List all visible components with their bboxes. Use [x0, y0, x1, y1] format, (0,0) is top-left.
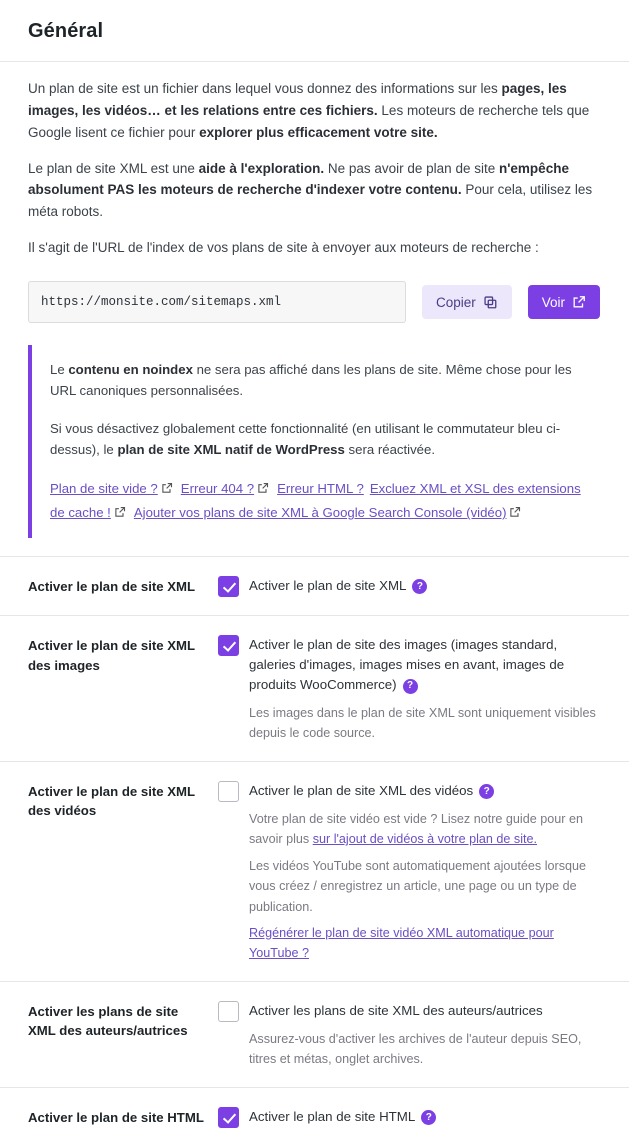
checkbox-label-text: Activer le plan de site des images (images standard, galeries d'images, images mises en avant, images de produits WooCommerce) [249, 637, 565, 693]
setting-label: Activer le plan de site XML des vidéos [28, 783, 195, 819]
noindex-notice [28, 345, 601, 538]
copy-button-label: Copier [436, 294, 476, 310]
intro-p2-a: Le plan de site XML est une [28, 160, 199, 176]
notice-p2-c: sera réactivée. [344, 442, 436, 458]
intro-paragraph-3: Il s'agit de l'URL de l'index de vos plans de site à envoyer aux moteurs de recherche : [28, 240, 539, 256]
intro-p1-a: Un plan de site est un fichier dans lequel vous donnez des informations sur les [28, 81, 502, 96]
setting-label: Activer le plan de site XML des images [28, 638, 195, 673]
checkbox-label [249, 780, 494, 801]
checkbox-xml-sitemap[interactable] [218, 576, 239, 597]
checkbox-line [218, 1106, 601, 1128]
setting-row-html-sitemap [0, 1087, 629, 1146]
view-button-label: Voir [541, 294, 566, 310]
intro-p2-b: aide à l'exploration. [198, 160, 325, 176]
notice-p2-b: plan de site XML natif de WordPress [117, 442, 345, 458]
setting-field [218, 1000, 601, 1069]
checkbox-line [218, 1000, 601, 1022]
checkbox-html-sitemap[interactable] [218, 1107, 239, 1128]
notice-link-cache-exclude[interactable]: Excluez XML et XSL des extensions de cache ! [50, 480, 581, 521]
help-icon[interactable]: ? [412, 579, 427, 594]
intro-p2-e: Pour cela, utilisez les méta robots. [28, 182, 593, 220]
regenerate-youtube-sitemap-link[interactable]: Régénérer le plan de site vidéo XML automatique pour YouTube ? [249, 925, 554, 960]
notice-p1-c: ne sera pas affiché dans les plans de site. Même chose pour les URL canoniques personnalisées. [50, 362, 572, 399]
intro-p2-c: Ne pas avoir de plan de site [324, 160, 499, 176]
notice-paragraph-1 [50, 359, 591, 402]
notice-p1-b: contenu en noindex [68, 362, 193, 378]
checkbox-label-text: Activer le plan de site XML [249, 578, 407, 594]
setting-row-author-sitemap [0, 981, 629, 1087]
setting-field [218, 1106, 601, 1128]
checkbox-author-sitemap[interactable] [218, 1001, 239, 1022]
intro-paragraph-1 [28, 78, 601, 144]
setting-field [218, 634, 601, 743]
panel-header [0, 0, 629, 61]
settings-rows [0, 556, 629, 1146]
intro-text [0, 62, 629, 277]
setting-row-image-sitemap [0, 615, 629, 761]
external-link-icon [114, 502, 126, 526]
setting-row-video-sitemap [0, 761, 629, 981]
view-button[interactable] [528, 285, 600, 319]
setting-label: Activer les plans de site XML des auteurs/autrices [28, 1003, 188, 1039]
setting-row-xml-sitemap [0, 556, 629, 615]
copy-icon [483, 295, 498, 310]
checkbox-line [218, 634, 601, 696]
external-link-icon [257, 478, 269, 502]
checkbox-line [218, 575, 601, 597]
external-link-icon [509, 502, 521, 526]
notice-p1-a: Le [50, 362, 69, 378]
checkbox-label-text: Activer le plan de site HTML [249, 1109, 416, 1125]
sitemap-url-row [0, 277, 629, 323]
setting-description: Assurez-vous d'activer les archives de l'auteur depuis SEO, titres et métas, onglet archives. [249, 1031, 582, 1067]
page-title: Général [28, 20, 104, 42]
video-guide-link[interactable]: sur l'ajout de vidéos à votre plan de site. [312, 832, 538, 847]
checkbox-video-sitemap[interactable] [218, 781, 239, 802]
notice-p2-a: Si vous désactivez globalement cette fonctionnalité (en utilisant le commutateur bleu ci-dessus), le [50, 420, 561, 458]
setting-description: Les images dans le plan de site XML sont uniquement visibles depuis le code source. [249, 705, 596, 740]
intro-p2-d: n'empêche absolument PAS les moteurs de recherche d'indexer votre contenu. [28, 160, 569, 198]
notice-link-empty-sitemap[interactable]: Plan de site vide ? [50, 480, 158, 496]
checkbox-label-text: Activer les plans de site XML des auteurs/autrices [249, 1002, 543, 1018]
notice-link-html-error[interactable]: Erreur HTML ? [277, 480, 364, 496]
help-icon[interactable]: ? [403, 679, 418, 694]
external-link-icon [161, 478, 173, 502]
external-link-icon [572, 295, 586, 309]
video-desc-text: Votre plan de site vidéo est vide ? Lisez notre guide pour en savoir plus [249, 811, 583, 847]
checkbox-label [249, 575, 427, 596]
checkbox-label [249, 634, 601, 696]
help-icon[interactable]: ? [421, 1110, 436, 1125]
notice-links [50, 477, 591, 527]
intro-paragraph-2 [28, 158, 601, 224]
setting-field [218, 780, 601, 963]
intro-p1-b: pages, les images, les vidéos… et les relations entre ces fichiers. [28, 81, 567, 118]
sitemap-url-field[interactable]: https://monsite.com/sitemaps.xml [28, 281, 406, 323]
setting-label: Activer le plan de site XML [28, 579, 196, 595]
notice-link-gsc-video[interactable]: Ajouter vos plans de site XML à Google Search Console (vidéo) [133, 505, 507, 521]
setting-field [218, 575, 601, 597]
setting-description-video-empty [249, 809, 601, 849]
copy-button[interactable] [422, 285, 512, 319]
intro-p1-d: explorer plus efficacement votre site. [199, 124, 438, 140]
youtube-regenerate-link-wrap [249, 923, 601, 963]
notice-paragraph-2 [50, 418, 591, 461]
help-icon[interactable]: ? [479, 784, 494, 799]
setting-description-youtube: Les vidéos YouTube sont automatiquement ajoutées lorsque vous créez / enregistrez un article, une page ou un type de publication. [249, 859, 586, 914]
checkbox-label-text: Activer le plan de site XML des vidéos [249, 782, 474, 798]
checkbox-line [218, 780, 601, 802]
intro-p1-c: Les moteurs de recherche tels que Google lisent ce fichier pour [28, 102, 590, 140]
notice-link-404[interactable]: Erreur 404 ? [180, 480, 255, 496]
checkbox-label [249, 1106, 436, 1127]
checkbox-image-sitemap[interactable] [218, 635, 239, 656]
setting-label: Activer le plan de site HTML [28, 1110, 204, 1126]
